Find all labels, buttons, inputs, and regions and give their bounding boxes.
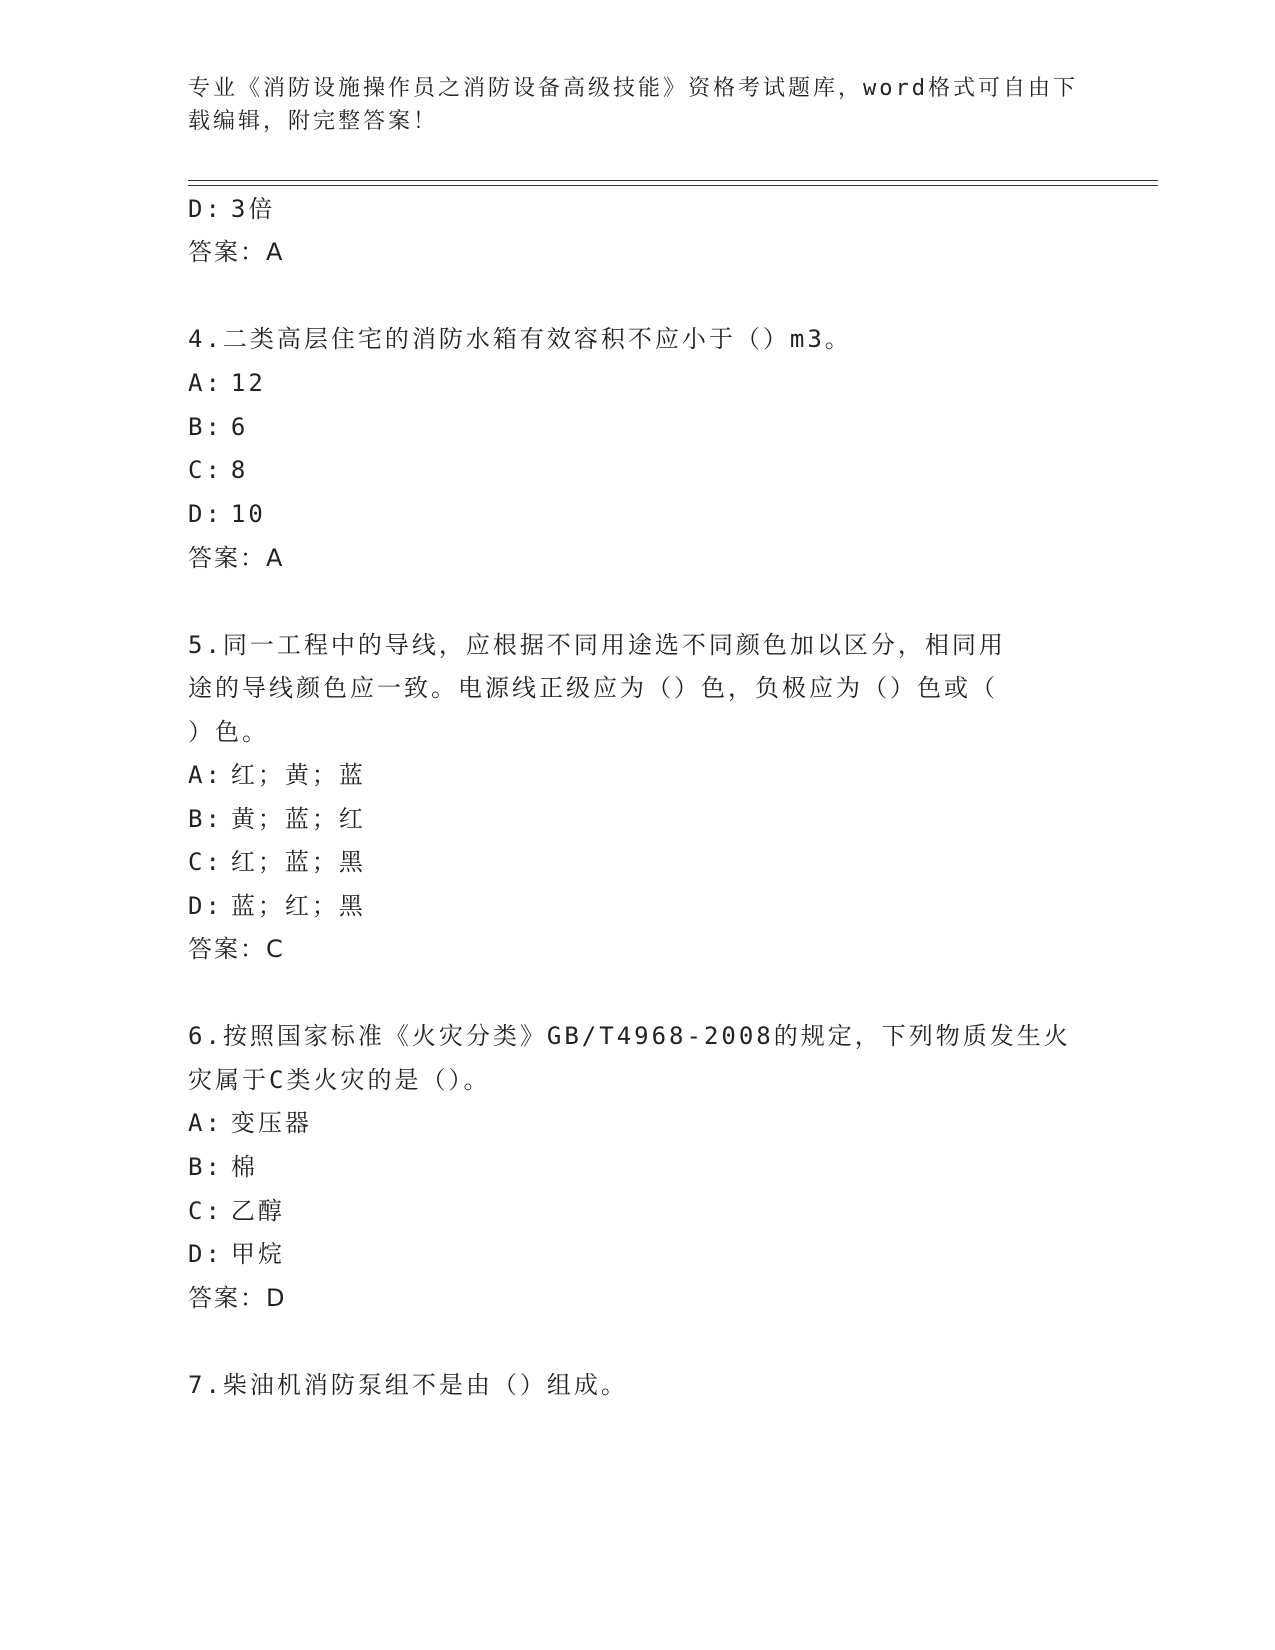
option-separator: : xyxy=(205,892,223,920)
question-5-text-line-1: 5.同一工程中的导线，应根据不同用途选不同颜色加以区分，相同用 xyxy=(188,631,1006,659)
option-d xyxy=(188,194,275,224)
option-separator: : xyxy=(205,1153,223,1181)
option-letter: D xyxy=(188,500,206,528)
option-letter: D xyxy=(188,892,206,920)
question-5-answer: 答案：C xyxy=(188,935,285,963)
question-6-answer: 答案：D xyxy=(188,1284,287,1312)
option-separator: : xyxy=(205,1197,223,1225)
option-separator: : xyxy=(205,369,223,397)
question-5-text-line-2: 途的导线颜色应一致。电源线正级应为（）色，负极应为（）色或（ xyxy=(188,674,998,702)
option-letter: C xyxy=(188,456,206,484)
header-text: 专业《消防设施操作员之消防设备高级技能》资格考试题库，word格式可自由下载编辑，附完整答案！ xyxy=(188,76,1078,134)
question-4-answer: 答案：A xyxy=(188,544,285,572)
question-6-option-d xyxy=(188,1239,285,1269)
option-letter: B xyxy=(188,805,206,833)
option-separator: : xyxy=(205,1109,223,1137)
option-separator: : xyxy=(205,413,223,441)
option-text: 8 xyxy=(230,456,249,484)
question-6-text-line-2: 灾属于C类火灾的是（）。 xyxy=(188,1066,491,1094)
question-4-text: 4.二类高层住宅的消防水箱有效容积不应小于（）m3。 xyxy=(188,325,852,353)
question-4-option-c xyxy=(188,455,248,485)
question-7-text: 7.柴油机消防泵组不是由（）组成。 xyxy=(188,1371,628,1399)
option-text: 3倍 xyxy=(230,195,276,223)
option-text: 红；黄；蓝 xyxy=(230,761,366,789)
question-5-option-c xyxy=(188,847,366,877)
option-separator: : xyxy=(205,805,223,833)
document-header xyxy=(188,72,1088,138)
option-letter: B xyxy=(188,1153,206,1181)
option-letter: A xyxy=(188,1109,206,1137)
option-separator: : xyxy=(205,848,223,876)
option-letter: D xyxy=(188,195,206,223)
option-text: 变压器 xyxy=(230,1109,312,1137)
option-letter: D xyxy=(188,1240,206,1268)
answer-line: 答案：A xyxy=(188,238,285,266)
question-5-option-b xyxy=(188,804,366,834)
option-letter: A xyxy=(188,369,206,397)
option-text: 12 xyxy=(230,369,266,397)
option-text: 6 xyxy=(230,413,249,441)
option-letter: B xyxy=(188,413,206,441)
header-double-rule xyxy=(188,180,1158,186)
question-5-option-d xyxy=(188,891,366,921)
question-6-option-b xyxy=(188,1152,258,1182)
option-separator: : xyxy=(205,456,223,484)
question-6-option-a xyxy=(188,1108,312,1138)
question-6-text-line-1: 6.按照国家标准《火灾分类》GB/T4968-2008的规定，下列物质发生火 xyxy=(188,1022,1071,1050)
option-letter: A xyxy=(188,761,206,789)
option-separator: : xyxy=(205,761,223,789)
question-4-option-b xyxy=(188,412,248,442)
option-separator: : xyxy=(205,500,223,528)
question-4-option-a xyxy=(188,368,266,398)
option-text: 乙醇 xyxy=(230,1197,285,1225)
option-text: 棉 xyxy=(230,1153,258,1181)
question-4-option-d xyxy=(188,499,266,529)
question-5-option-a xyxy=(188,760,366,790)
question-5-text-line-3: ）色。 xyxy=(188,718,269,746)
option-letter: C xyxy=(188,1197,206,1225)
option-letter: C xyxy=(188,848,206,876)
option-text: 10 xyxy=(230,500,266,528)
option-text: 黄；蓝；红 xyxy=(230,805,366,833)
option-separator: : xyxy=(205,1240,223,1268)
option-text: 红；蓝；黑 xyxy=(230,848,366,876)
question-6-option-c xyxy=(188,1196,285,1226)
option-text: 蓝；红；黑 xyxy=(230,892,366,920)
option-text: 甲烷 xyxy=(230,1240,285,1268)
option-separator: : xyxy=(205,195,223,223)
